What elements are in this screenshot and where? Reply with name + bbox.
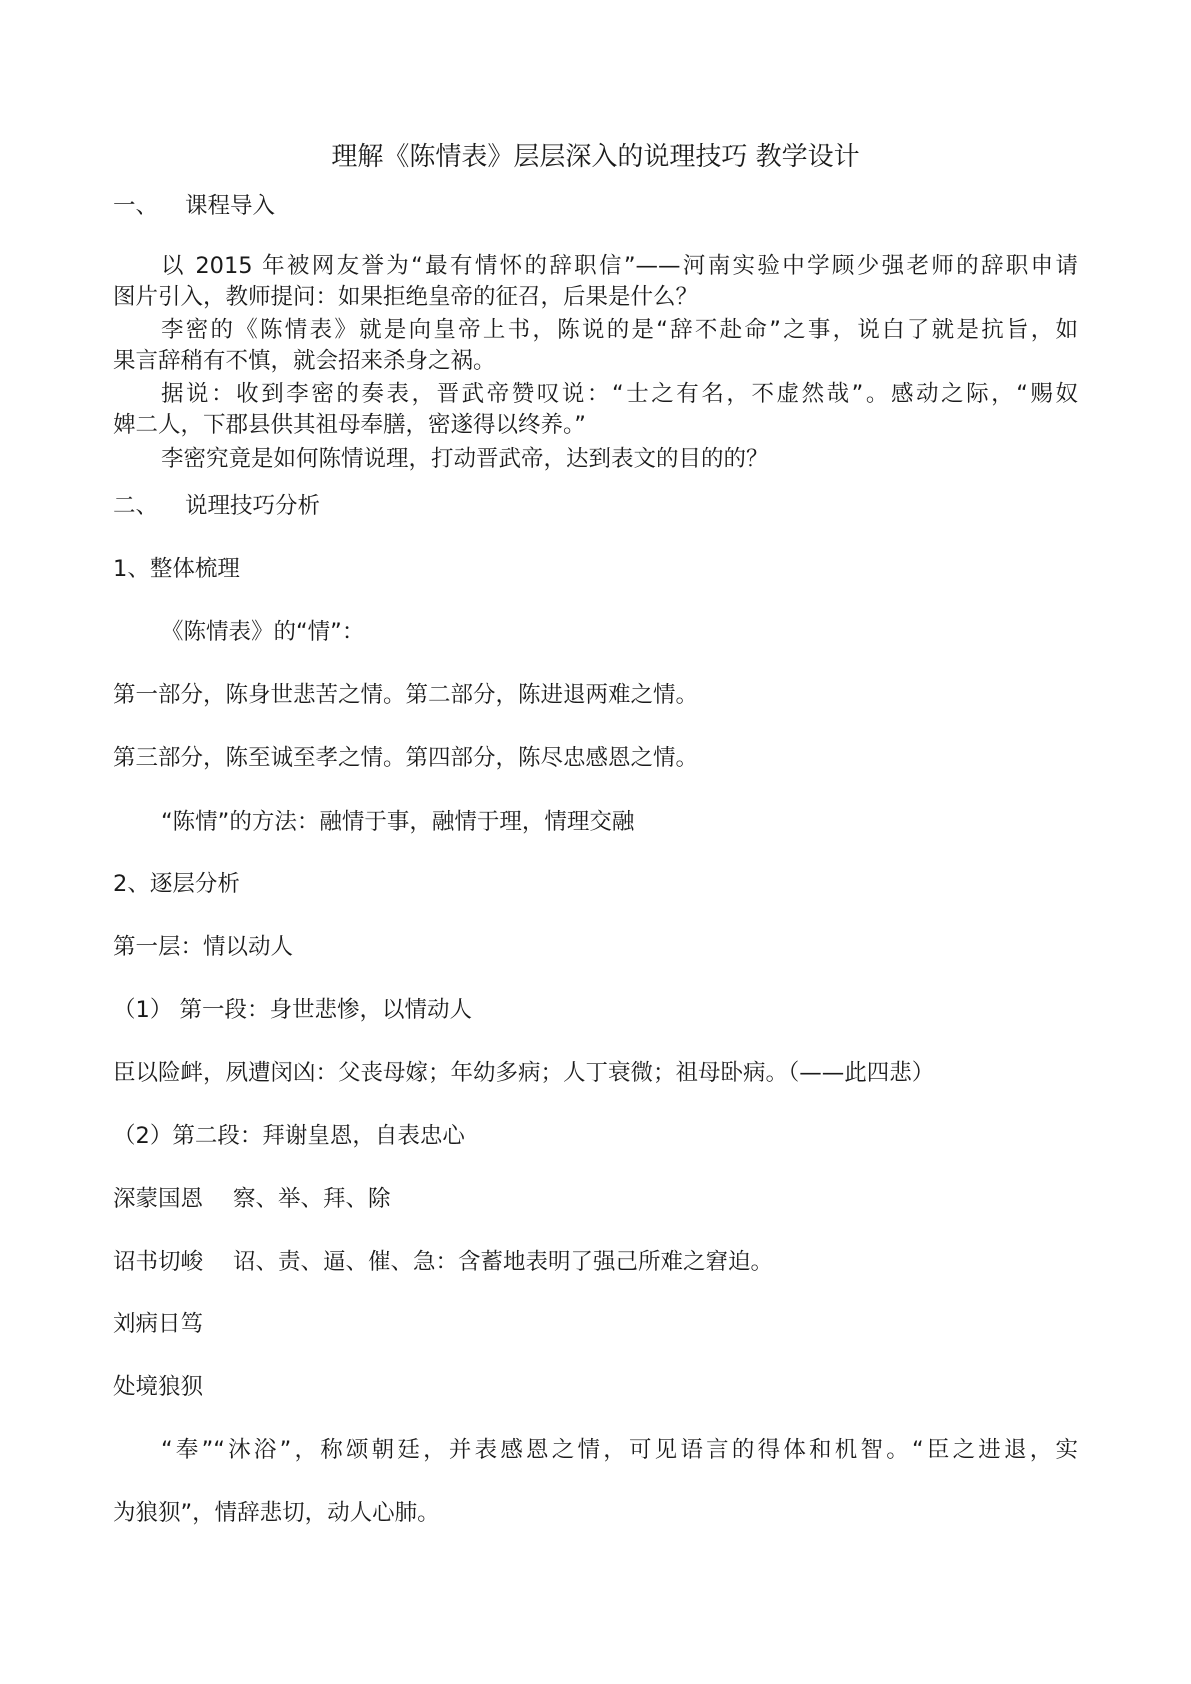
row-label: 诏书切峻 bbox=[113, 1249, 204, 1275]
intro-paragraph-3-line-1: 据说：收到李密的奏表，晋武帝赞叹说：“士之有名，不虚然哉”。感动之际，“赐奴 bbox=[161, 381, 1078, 407]
paragraph-1-heading: （1） 第一段：身世悲惨，以情动人 bbox=[113, 997, 472, 1023]
section-heading-analysis bbox=[113, 490, 320, 522]
analysis-row-4: 处境狼狈 bbox=[113, 1374, 204, 1400]
row-label: 深蒙国恩 bbox=[113, 1186, 204, 1212]
qing-label: 《陈情表》的“情”： bbox=[161, 619, 365, 645]
row-detail: 诏、责、逼、催、急：含蓄地表明了强己所难之窘迫。 bbox=[233, 1249, 774, 1275]
intro-paragraph-4: 李密究竟是如何陈情说理，打动晋武帝，达到表文的目的的？ bbox=[161, 446, 769, 472]
section-number: 一、 bbox=[113, 193, 159, 219]
intro-paragraph-1-line-2: 图片引入，教师提问：如果拒绝皇帝的征召，后果是什么？ bbox=[113, 284, 699, 310]
row-detail: 察、举、拜、除 bbox=[233, 1186, 391, 1212]
document-title: 理解《陈情表》层层深入的说理技巧 教学设计 bbox=[331, 142, 860, 172]
parts-line-2: 第三部分，陈至诚至孝之情。第四部分，陈尽忠感恩之情。 bbox=[113, 745, 699, 771]
intro-paragraph-3-line-2: 婢二人，下郡县供其祖母奉膳，密遂得以终养。” bbox=[113, 412, 586, 438]
section-title: 说理技巧分析 bbox=[185, 493, 321, 519]
parts-line-1: 第一部分，陈身世悲苦之情。第二部分，陈进退两难之情。 bbox=[113, 682, 699, 708]
section-number: 二、 bbox=[113, 493, 159, 519]
section-title: 课程导入 bbox=[185, 193, 276, 219]
method-line: “陈情”的方法：融情于事，融情于理，情理交融 bbox=[161, 809, 635, 835]
subheading-overview: 1、整体梳理 bbox=[113, 556, 240, 582]
paragraph-2-heading: （2）第二段：拜谢皇恩，自表忠心 bbox=[113, 1123, 465, 1149]
intro-paragraph-1-line-1: 以 2015 年被网友誉为“最有情怀的辞职信”——河南实验中学顾少强老师的辞职申请 bbox=[161, 253, 1078, 279]
intro-paragraph-2-line-2: 果言辞稍有不慎，就会招来杀身之祸。 bbox=[113, 348, 496, 374]
final-paragraph-line-1: “奉”“沐浴”，称颂朝廷，并表感恩之情，可见语言的得体和机智。“臣之进退，实 bbox=[161, 1437, 1078, 1463]
final-paragraph-line-2: 为狼狈”，情辞悲切，动人心肺。 bbox=[113, 1500, 440, 1526]
section-heading-intro bbox=[113, 190, 275, 222]
subheading-layered-analysis: 2、逐层分析 bbox=[113, 871, 240, 897]
paragraph-1-body: 臣以险衅，夙遭闵凶：父丧母嫁；年幼多病；人丁衰微；祖母卧病。（——此四悲） bbox=[113, 1060, 935, 1086]
intro-paragraph-2-line-1: 李密的《陈情表》就是向皇帝上书，陈说的是“辞不赴命”之事，说白了就是抗旨，如 bbox=[161, 317, 1078, 343]
analysis-row-3: 刘病日笃 bbox=[113, 1311, 204, 1337]
analysis-row-2 bbox=[113, 1246, 773, 1278]
analysis-row-1 bbox=[113, 1183, 391, 1215]
layer-1-heading: 第一层：情以动人 bbox=[113, 934, 294, 960]
